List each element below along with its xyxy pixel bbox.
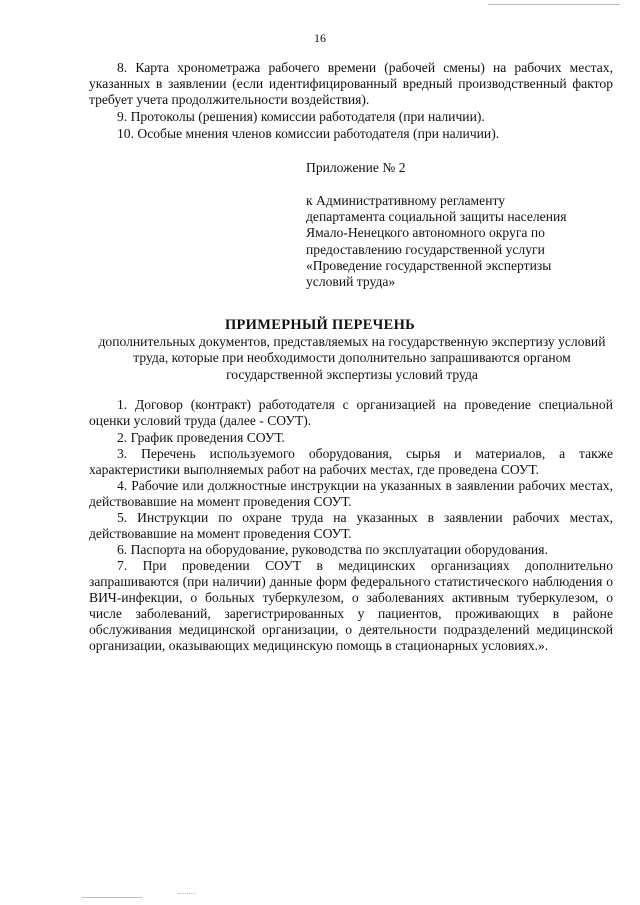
appendix-line: «Проведение государственной экспертизы bbox=[306, 257, 552, 273]
prior-item-8: 8. Карта хронометража рабочего времени (рабочей смены) на рабочих местах, указанных в заявлении (если идентифицированный вредный производственный фактор требует учета продолжительности воздействия). bbox=[89, 60, 613, 108]
appendix-line: Ямало-Ненецкого автономного округа по bbox=[306, 225, 545, 241]
list-item-6: 6. Паспорта на оборудование, руководства по эксплуатации оборудования. bbox=[117, 542, 548, 557]
list-item-3: 3. Перечень используемого оборудования, сырья и материалов, а также характеристики выполняемых работ на рабочих местах, где проведена СОУТ. bbox=[89, 446, 613, 478]
bottom-rule bbox=[82, 897, 142, 898]
list-item-4: 4. Рабочие или должностные инструкции на указанных в заявлении рабочих местах, действовавшие на момент проведения СОУТ. bbox=[89, 478, 613, 510]
list-subtitle: дополнительных документов, представляемых на государственную экспертизу условий труда, которые при необходимости дополнительно запрашиваются органом государственной экспертизы условий труда bbox=[98, 334, 606, 382]
appendix-line: департамента социальной защиты населения bbox=[306, 209, 567, 225]
top-rule bbox=[488, 4, 620, 5]
list-title: ПРИМЕРНЫЙ ПЕРЕЧЕНЬ bbox=[224, 317, 416, 333]
appendix-line: предоставлению государственной услуги bbox=[306, 241, 545, 257]
prior-item-9: 9. Протоколы (решения) комиссии работодателя (при наличии). bbox=[117, 109, 485, 124]
list-item-1: 1. Договор (контракт) работодателя с организацией на проведение специальной оценки условий труда (далее - СОУТ). bbox=[89, 397, 613, 429]
page-number: 16 bbox=[314, 31, 326, 45]
bottom-dotted-mark bbox=[178, 893, 196, 894]
prior-item-10: 10. Особые мнения членов комиссии работодателя (при наличии). bbox=[117, 126, 500, 141]
list-item-5: 5. Инструкции по охране труда на указанных в заявлении рабочих местах, действовавшие на момент проведения СОУТ. bbox=[89, 510, 613, 542]
appendix-line: к Административному регламенту bbox=[306, 193, 506, 208]
appendix-line: условий труда» bbox=[306, 274, 396, 290]
appendix-number: Приложение № 2 bbox=[306, 160, 406, 175]
appendix-block bbox=[306, 193, 616, 290]
list-item-7: 7. При проведении СОУТ в медицинских организациях дополнительно запрашиваются (при наличии) данные форм федерального статистического наблюдения о ВИЧ-инфекции, о больных туберкулезом, о заболеваниях активным туберкулезом, о числе заболеваний, зарегистрированных у пациентов, проживающих в районе обслуживания медицинской организации, о деятельности подразделений медицинской организации, оказывающих медицинскую помощь в стационарных условиях.». bbox=[89, 558, 613, 654]
list-item-2: 2. График проведения СОУТ. bbox=[117, 430, 285, 445]
